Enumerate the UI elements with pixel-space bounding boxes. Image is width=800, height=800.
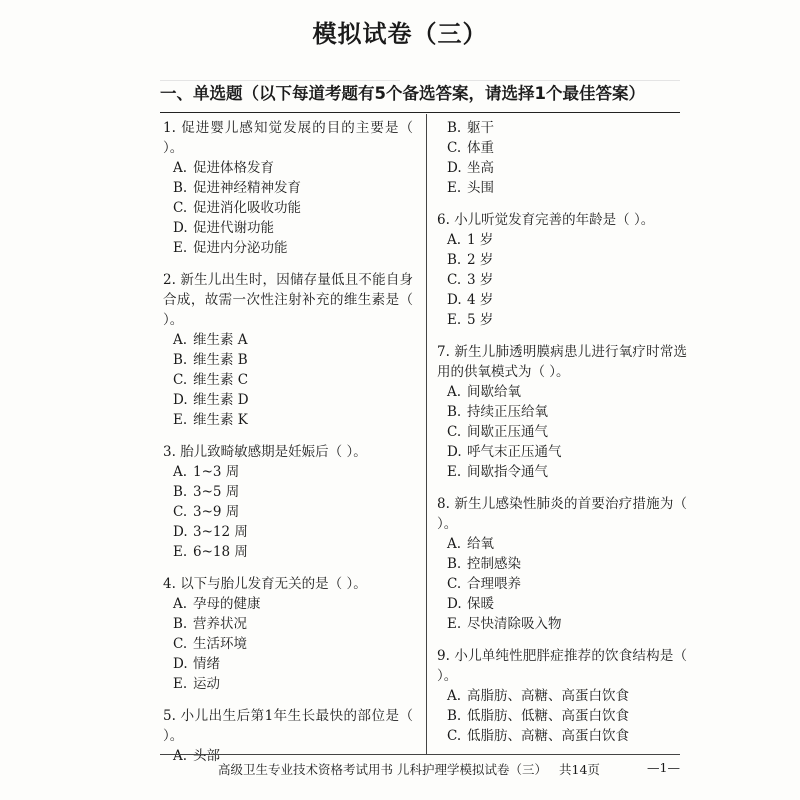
option-a: A. 维生素 A [173, 332, 248, 348]
option-c: C. 促进消化吸收功能 [173, 200, 301, 216]
section-heading: 一、单选题（以下每道考题有5个备选答案，请选择1个最佳答案） [160, 84, 645, 103]
question-2 [163, 270, 413, 430]
option-e: E. 促进内分泌功能 [173, 240, 288, 256]
option-e: E. 维生素 K [173, 412, 248, 428]
question-8 [437, 494, 687, 634]
question-stem: 新生儿出生时，因储存量低且不能自身合成，故需一次性注射补充的维生素是（ ）。 [163, 272, 414, 328]
option-e: E. 头围 [447, 180, 494, 196]
option-e: E. 运动 [173, 676, 220, 692]
footer-total-pages: 共14页 [559, 762, 600, 777]
question-stem: 新生儿感染性肺炎的首要治疗措施为（ ）。 [437, 496, 688, 532]
question-1 [163, 118, 413, 258]
footer-page-number: —1— [647, 760, 680, 775]
question-stem: 以下与胎儿发育无关的是（ ）。 [180, 576, 367, 592]
question-stem: 促进婴儿感知觉发展的目的主要是（ ）。 [163, 120, 413, 156]
option-e: E. 尽快清除吸入物 [447, 616, 562, 632]
column-divider [426, 114, 427, 754]
question-7 [437, 342, 687, 482]
option-d: D. 情绪 [173, 656, 220, 672]
option-a: A. 促进体格发育 [173, 160, 274, 176]
question-number: 4. [163, 576, 176, 592]
question-5 [163, 706, 413, 766]
question-stem: 小儿出生后第1年生长最快的部位是（ ）。 [163, 708, 413, 744]
option-e: E. 间歇指令通气 [447, 464, 548, 480]
option-d: D. 3~12 周 [173, 524, 248, 540]
question-9 [437, 646, 687, 746]
question-number: 5. [163, 708, 176, 724]
option-d: D. 坐高 [447, 160, 494, 176]
question-number: 7. [437, 344, 450, 360]
option-c: C. 维生素 C [173, 372, 249, 388]
question-6 [437, 210, 687, 330]
option-b: B. 2 岁 [447, 252, 494, 268]
option-d: D. 4 岁 [447, 292, 494, 308]
option-c: C. 生活环境 [173, 636, 247, 652]
option-a: A. 1~3 周 [173, 464, 240, 480]
option-d: D. 促进代谢功能 [173, 220, 274, 236]
question-number: 3. [163, 444, 176, 460]
top-rule [160, 112, 680, 113]
option-c: C. 3 岁 [447, 272, 494, 288]
question-stem: 小儿听觉发育完善的年龄是（ ）。 [454, 212, 655, 228]
option-c: C. 体重 [447, 140, 494, 156]
option-a: A. 头部 [173, 748, 220, 764]
footer-rule [160, 754, 680, 755]
option-b: B. 维生素 B [173, 352, 248, 368]
right-column [437, 118, 687, 758]
option-b: B. 持续正压给氧 [447, 404, 548, 420]
option-c: C. 低脂肪、高糖、高蛋白饮食 [447, 728, 629, 744]
page-title: 模拟试卷（三） [312, 20, 488, 48]
option-b: B. 3~5 周 [173, 484, 240, 500]
option-e: E. 6~18 周 [173, 544, 248, 560]
option-a: A. 高脂肪、高糖、高蛋白饮食 [447, 688, 629, 704]
option-a: A. 间歇给氧 [447, 384, 521, 400]
left-column [163, 118, 413, 778]
option-d: D. 保暖 [447, 596, 494, 612]
question-number: 1. [163, 120, 176, 136]
question-number: 8. [437, 496, 450, 512]
option-b: B. 营养状况 [173, 616, 247, 632]
option-b: B. 躯干 [447, 120, 494, 136]
option-a: A. 1 岁 [447, 232, 494, 248]
option-b: B. 低脂肪、低糖、高蛋白饮食 [447, 708, 629, 724]
question-stem: 胎儿致畸敏感期是妊娠后（ ）。 [180, 444, 367, 460]
option-c: C. 3~9 周 [173, 504, 240, 520]
option-c: C. 间歇正压通气 [447, 424, 548, 440]
question-number: 6. [437, 212, 450, 228]
option-c: C. 合理喂养 [447, 576, 521, 592]
option-a: A. 给氧 [447, 536, 494, 552]
question-stem: 小儿单纯性肥胖症推荐的饮食结构是（ ）。 [437, 648, 688, 684]
question-number: 9. [437, 648, 450, 664]
footer-book-title: 高级卫生专业技术资格考试用书 儿科护理学模拟试卷（三） [218, 762, 547, 777]
option-d: D. 呼气末正压通气 [447, 444, 562, 460]
question-4 [163, 574, 413, 694]
option-d: D. 维生素 D [173, 392, 249, 408]
question-number: 2. [163, 272, 176, 288]
option-b: B. 促进神经精神发育 [173, 180, 301, 196]
question-3 [163, 442, 413, 562]
option-a: A. 孕母的健康 [173, 596, 261, 612]
question-5-continued [437, 118, 687, 198]
option-e: E. 5 岁 [447, 312, 494, 328]
question-stem: 新生儿肺透明膜病患儿进行氧疗时常选用的供氧模式为（ ）。 [437, 344, 688, 380]
option-b: B. 控制感染 [447, 556, 521, 572]
